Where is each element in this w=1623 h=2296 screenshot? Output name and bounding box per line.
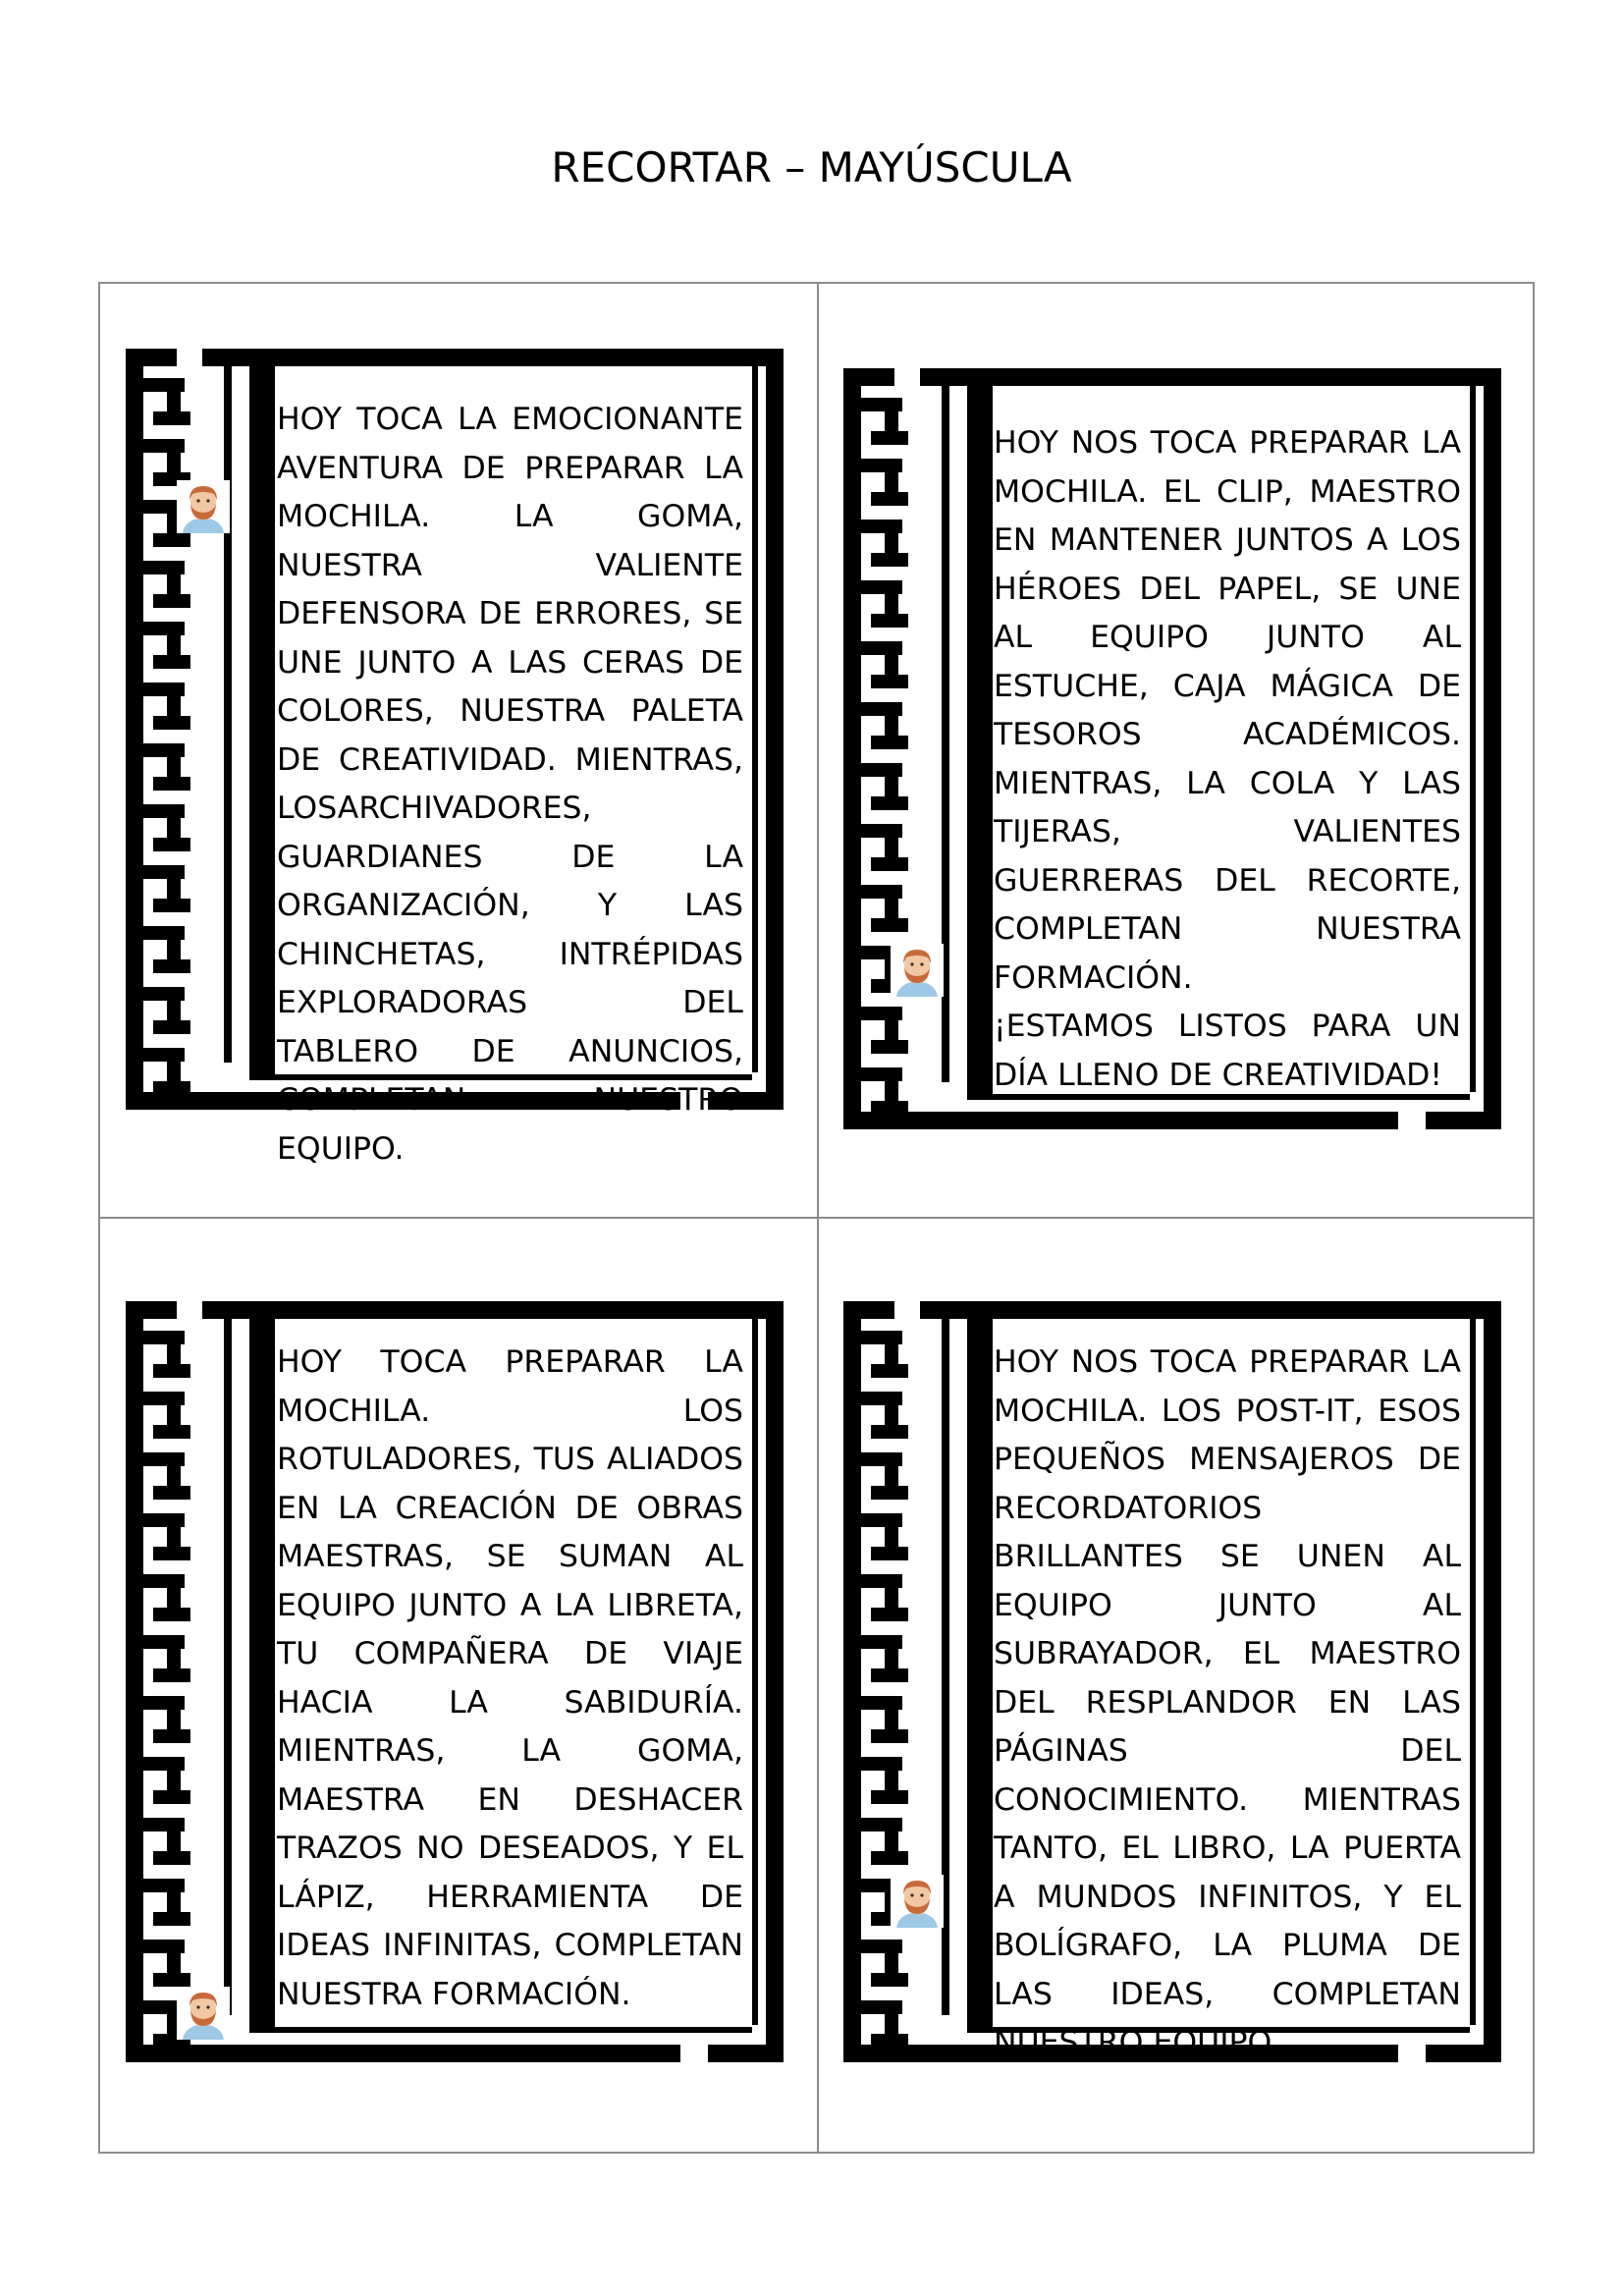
card-paragraph: HOY NOS TOCA PREPARAR LA MOCHILA. LOS POST-IT, ESOS PEQUEÑOS MENSAJEROS DE RECORDATORIOS BRILLANTES SE UNEN AL EQUIPO JUNTO AL SUBRAYADOR, EL MAESTRO DEL RESPLANDOR EN LAS PÁGINAS DEL CONOCIMIENTO. MIENTRAS TANTO, EL LIBRO, LA PUERTA A MUNDOS INFINITOS, Y EL BOLÍGRAFO, LA PLUMA DE LAS IDEAS, COMPLETAN NUESTRO EQUIPO. (994, 1344, 1461, 2060)
avatar-icon (891, 944, 944, 997)
card-text (994, 1339, 1461, 2068)
card-paragraph: ¡ESTAMOS LISTOS PARA UN DÍA LLENO DE CREATIVIDAD! (994, 1009, 1461, 1093)
grid-divider-horizontal (98, 1217, 1535, 1219)
card-bottom-left (126, 1301, 784, 2062)
card-text (277, 396, 743, 1174)
card-paragraph: HOY TOCA PREPARAR LA MOCHILA. LOS ROTULADORES, TUS ALIADOS EN LA CREACIÓN DE OBRAS MAESTRAS, SE SUMAN AL EQUIPO JUNTO A LA LIBRETA, TU COMPAÑERA DE VIAJE HACIA LA SABIDURÍA. MIENTRAS, LA GOMA, MAESTRA EN DESHACER TRAZOS NO DESEADOS, Y EL LÁPIZ, HERRAMIENTA DE IDEAS INFINITAS, COMPLETAN NUESTRA FORMACIÓN. (277, 1344, 743, 2012)
card-top-right (843, 368, 1501, 1129)
card-paragraph: HOY NOS TOCA PREPARAR LA MOCHILA. EL CLIP, MAESTRO EN MANTENER JUNTOS A LOS HÉROES DEL PAPEL, SE UNE AL EQUIPO JUNTO AL ESTUCHE, CAJA MÁGICA DE TESOROS ACADÉMICOS. MIENTRAS, LA COLA Y LAS TIJERAS, VALIENTES GUERRERAS DEL RECORTE, COMPLETAN NUESTRA FORMACIÓN. (994, 425, 1461, 996)
avatar-icon (177, 1987, 230, 2040)
avatar-icon (891, 1875, 944, 1928)
avatar-icon (177, 480, 230, 533)
card-paragraph: HOY TOCA LA EMOCIONANTE AVENTURA DE PREPARAR LA MOCHILA. LA GOMA, NUESTRA VALIENTE DEFENSORA DE ERRORES, SE UNE JUNTO A LAS CERAS DE COLORES, NUESTRA PALETA DE CREATIVIDAD. MIENTRAS, LOSARCHIVADORES, GUARDIANES DE LA ORGANIZACIÓN, Y LAS CHINCHETAS, INTRÉPIDAS EXPLORADORAS DEL TABLERO DE ANUNCIOS, COMPLETAN NUESTRO EQUIPO. (277, 402, 743, 1167)
card-text (277, 1339, 743, 2019)
card-bottom-right (843, 1301, 1501, 2062)
card-text (994, 419, 1461, 1100)
card-top-left (126, 349, 784, 1167)
page-title: RECORTAR – MAYÚSCULA (551, 143, 1072, 191)
